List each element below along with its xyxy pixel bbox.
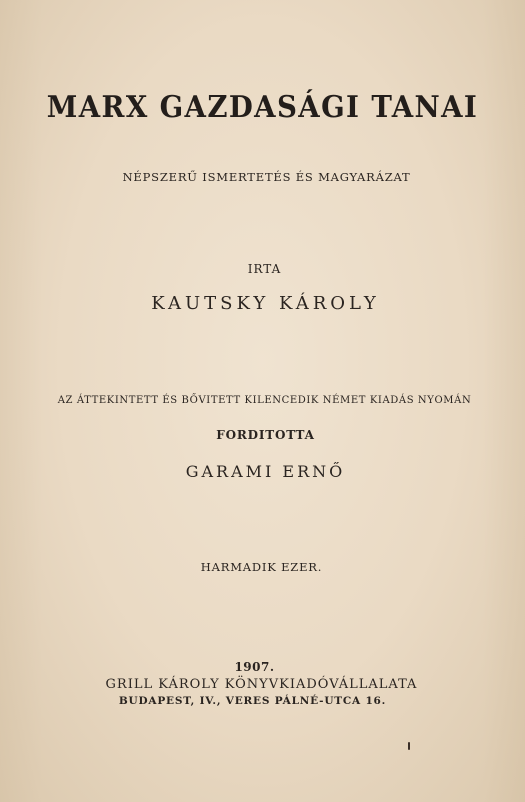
translated-by-label: FORDITOTTA bbox=[216, 428, 315, 442]
publisher-name: GRILL KÁROLY KÖNYVKIADÓVÁLLALATA bbox=[105, 677, 418, 692]
book-subtitle: NÉPSZERŰ ISMERTETÉS ÉS MAGYARÁZAT bbox=[122, 170, 411, 184]
publisher-address: BUDAPEST, IV., VERES PÁLNÉ-UTCA 16. bbox=[118, 695, 387, 707]
ink-speck bbox=[408, 742, 410, 750]
author-name: KAUTSKY KÁROLY bbox=[151, 293, 380, 314]
edition-note: AZ ÁTTEKINTETT ÉS BŐVITETT KILENCEDIK NÉMET KIADÁS NYOMÁN bbox=[57, 395, 472, 406]
publication-year: 1907. bbox=[234, 660, 275, 674]
print-run: HARMADIK EZER. bbox=[200, 560, 323, 574]
book-title: MARX GAZDASÁGI TANAI bbox=[46, 90, 479, 125]
translator-name: GARAMI ERNŐ bbox=[185, 462, 346, 481]
written-by-label: IRTA bbox=[247, 262, 282, 276]
